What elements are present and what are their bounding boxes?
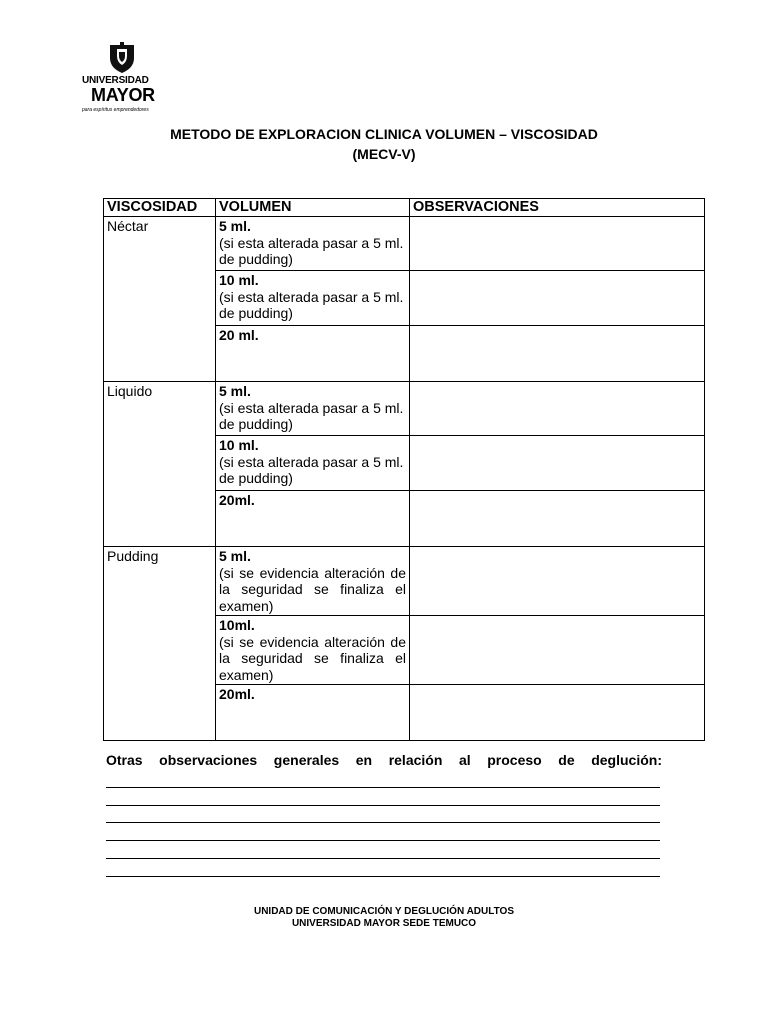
logo-line-2: MAYOR [91, 85, 155, 105]
observation-cell[interactable] [410, 271, 705, 326]
header-viscosidad: VISCOSIDAD [104, 199, 216, 217]
observation-cell[interactable] [410, 616, 705, 685]
observation-line[interactable] [106, 840, 660, 841]
volume-cell [216, 491, 410, 547]
document-subtitle: (MECV-V) [352, 146, 416, 162]
volume-note: (si esta alterada pasar a 5 ml. de pudding) [219, 399, 404, 432]
observation-cell[interactable] [410, 547, 705, 616]
viscosity-cell: Liquido [104, 382, 216, 547]
volume-value: 10ml. [219, 617, 255, 633]
volume-note: (si se evidencia alteración de la seguridad se finaliza el examen) [219, 633, 406, 683]
observation-line[interactable] [106, 822, 660, 823]
volume-value: 20ml. [219, 686, 255, 702]
volume-note: (si esta alterada pasar a 5 ml. de pudding) [219, 453, 404, 486]
volume-value: 5 ml. [219, 218, 251, 234]
viscosity-cell: Pudding [104, 547, 216, 741]
mecv-table [103, 198, 705, 741]
viscosity-cell: Néctar [104, 217, 216, 382]
volume-cell [216, 547, 410, 616]
observation-line[interactable] [106, 805, 660, 806]
logo-line-1: UNIVERSIDAD [82, 75, 149, 86]
volume-value: 5 ml. [219, 383, 251, 399]
footer-university: UNIVERSIDAD MAYOR SEDE TEMUCO [291, 918, 477, 929]
observation-cell[interactable] [410, 436, 705, 491]
header-observaciones: OBSERVACIONES [410, 199, 705, 217]
shield-crest-icon [107, 42, 137, 74]
observation-cell[interactable] [410, 685, 705, 741]
volume-value: 20 ml. [219, 327, 259, 343]
observation-cell[interactable] [410, 217, 705, 271]
volume-cell [216, 685, 410, 741]
volume-value: 20ml. [219, 492, 255, 508]
logo-tagline: para espíritus emprendedores [82, 107, 149, 113]
observation-line[interactable] [106, 876, 660, 877]
volume-note: (si esta alterada pasar a 5 ml. de pudding) [219, 234, 404, 267]
volume-value: 10 ml. [219, 272, 259, 288]
observation-line[interactable] [106, 858, 660, 859]
observation-cell[interactable] [410, 382, 705, 436]
observation-cell[interactable] [410, 491, 705, 547]
document-title: METODO DE EXPLORACION CLINICA VOLUMEN – VISCOSIDAD [170, 126, 598, 142]
table-header-row [104, 199, 705, 217]
table-row [104, 547, 705, 616]
volume-cell [216, 326, 410, 382]
observation-line[interactable] [106, 787, 660, 788]
table-row [104, 217, 705, 271]
volume-cell [216, 436, 410, 491]
volume-cell [216, 382, 410, 436]
volume-value: 5 ml. [219, 548, 251, 564]
volume-cell [216, 271, 410, 326]
footer-unit: UNIDAD DE COMUNICACIÓN Y DEGLUCIÓN ADULTOS [253, 906, 514, 917]
volume-note: (si esta alterada pasar a 5 ml. de pudding) [219, 288, 404, 321]
other-observations-label: Otras observaciones generales en relación al proceso de deglución: [106, 752, 662, 768]
observation-cell[interactable] [410, 326, 705, 382]
volume-cell [216, 217, 410, 271]
volume-note: (si se evidencia alteración de la seguridad se finaliza el examen) [219, 564, 406, 614]
volume-cell [216, 616, 410, 685]
volume-value: 10 ml. [219, 437, 259, 453]
table-row [104, 382, 705, 436]
university-logo [82, 42, 162, 116]
header-volumen: VOLUMEN [216, 199, 410, 217]
